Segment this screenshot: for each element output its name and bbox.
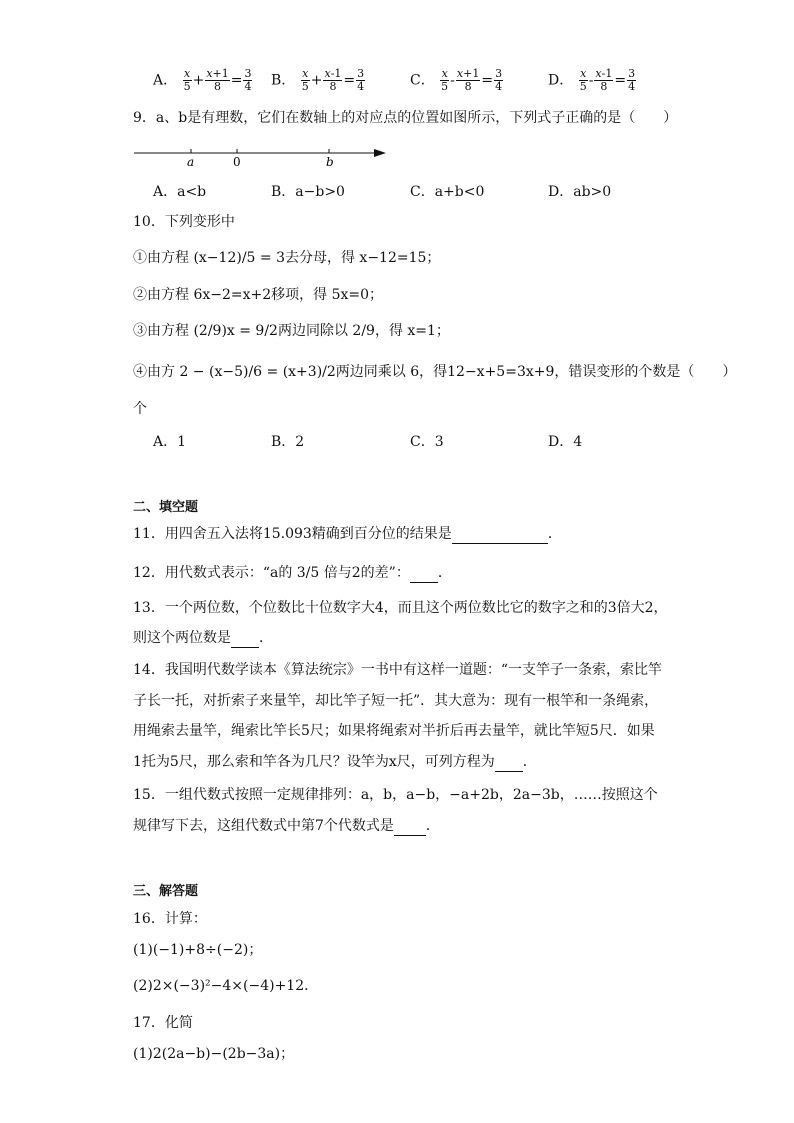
q13-line-1: 13．一个两位数，个位数比十位数字大4，而且这个两位数比它的数字之和的3倍大2， [133, 600, 668, 616]
fraction: $\frac{x}{5}$ [301, 67, 309, 93]
fraction: $\frac{3}{4}$ [495, 67, 503, 93]
fraction: $\frac{x+1}{8}$ [456, 67, 480, 93]
fraction: $\frac{x}{5}$ [441, 67, 449, 93]
q8-option-b: B． $\frac{x}{5}$ + $\frac{x-1}{8}$ = $\frac{3}{4}$ [271, 67, 365, 93]
q8-option-c: C． $\frac{x}{5}$ - $\frac{x+1}{8}$ = $\frac{3}{4}$ [410, 67, 503, 93]
q10-item-4-cont: 个 [133, 401, 147, 417]
q9-option-a: A．a<b [153, 184, 207, 200]
q14-line-2: 子长一托，对折索子来量竿，却比竿子短一托”．其大意为：现有一根竿和一条绳索， [133, 693, 659, 709]
q15-line-2: 规律写下去，这组代数式中第7个代数式是 ． [133, 818, 440, 834]
q10-options [153, 431, 753, 455]
q14-line-3: 用绳索去量竿，绳索比竿长5尺；如果将绳索对半折后再去量竿，就比竿短5尺．如果 [133, 723, 655, 739]
q10-item-1: ①由方程 (x−12)/5 = 3去分母，得 x−12=15； [133, 250, 441, 266]
q14-line-4: 1托为5尺，那么索和竿各为几尺？设竿为x尺，可列方程为 ． [133, 754, 537, 770]
q10-item-4: ④由方 2 − (x−5)/6 = (x+3)/2两边同乘以 6，得12−x+5=3x+9，错误变形的个数是（ ） [133, 364, 737, 380]
fraction: $\frac{x+1}{8}$ [206, 67, 229, 93]
fraction: $\frac{x-1}{8}$ [595, 67, 613, 93]
q10-item-2: ②由方程 6x−2=x+2移项，得 5x=0； [133, 287, 384, 303]
q16-stem: 16．计算： [133, 911, 207, 927]
fraction: $\frac{x}{5}$ [183, 67, 191, 93]
q9-options [153, 181, 753, 205]
q16-part-2: (2)2×(−3)²−4×(−4)+12． [133, 978, 319, 994]
q10-option-a: A．1 [153, 434, 187, 450]
q15-line-1: 15．一组代数式按照一定规律排列：a，b，a−b，−a+2b，2a−3b，……按照这个 [133, 787, 658, 803]
fraction: $\frac{x-1}{8}$ [324, 67, 342, 93]
q10-option-b: B．2 [271, 434, 305, 450]
axis-label-a: a [187, 155, 195, 169]
section-heading-solutions: 三、解答题 [133, 884, 199, 899]
arrow-right-icon [374, 149, 386, 157]
fraction: $\frac{3}{4}$ [628, 67, 636, 93]
section-heading-fill-in: 二、填空题 [133, 500, 199, 515]
q8-option-d: D． $\frac{x}{5}$ - $\frac{x-1}{8}$ = $\frac{3}{4}$ [548, 67, 636, 93]
answer-blank [410, 566, 438, 583]
q12: 12．用代数式表示：“a的 3/5 倍与2的差”： ． [133, 565, 452, 581]
axis-label-b: b [326, 155, 334, 169]
axis-label-zero: 0 [233, 155, 241, 169]
q10-item-3: ③由方程 (2/9)x = 9/2两边同除以 2/9，得 x=1； [133, 323, 450, 339]
q8-options [153, 68, 753, 92]
answer-blank [495, 755, 523, 772]
fraction: $\frac{x}{5}$ [579, 67, 587, 93]
q14-line-1: 14．我国明代数学读本《算法统宗》一书中有这样一道题：“一支竿子一条索，索比竿 [133, 662, 662, 678]
q16-part-1: (1)(−1)+8÷(−2)； [133, 942, 263, 958]
fraction: $\frac{3}{4}$ [357, 67, 365, 93]
q17-stem: 17．化简 [133, 1015, 193, 1031]
q8-option-a: A． $\frac{x}{5}$ + $\frac{x+1}{8}$ = $\frac{3}{4}$ [153, 67, 252, 93]
answer-blank [452, 527, 548, 544]
q10-stem: 10．下列变形中 [133, 214, 235, 230]
q9-option-b: B．a−b>0 [271, 184, 345, 200]
answer-blank [231, 631, 259, 648]
q11: 11．用四舍五入法将15.093精确到百分位的结果是 ． [133, 526, 562, 542]
number-line [128, 140, 398, 170]
q10-option-c: C．3 [410, 434, 444, 450]
q9-option-d: D．ab>0 [548, 184, 612, 200]
q10-option-d: D．4 [548, 434, 583, 450]
fraction: $\frac{3}{4}$ [244, 67, 252, 93]
q13-line-2: 则这个两位数是 ． [133, 630, 273, 646]
q9-option-c: C．a+b<0 [410, 184, 485, 200]
q9-stem: 9．a、b是有理数，它们在数轴上的对应点的位置如图所示，下列式子正确的是（ ） [133, 110, 678, 126]
answer-blank [394, 819, 426, 836]
q17-part-1: (1)2(2a−b)−(2b−3a)； [133, 1046, 295, 1062]
